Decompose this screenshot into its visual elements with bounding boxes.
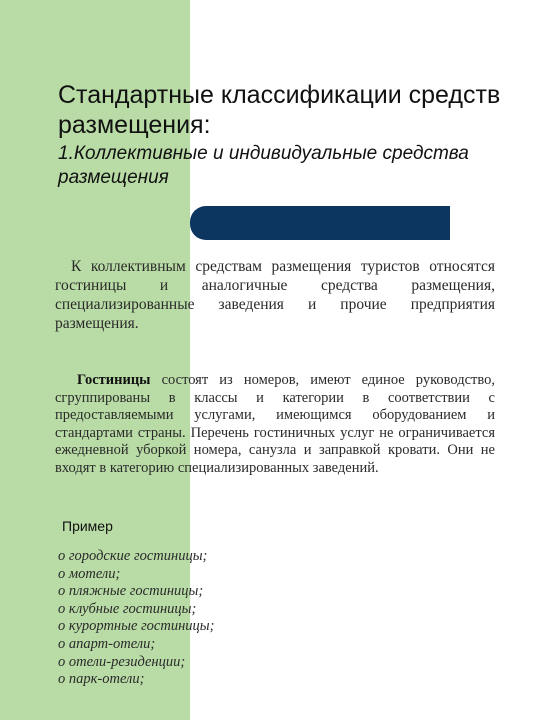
paragraph-hotels bbox=[55, 372, 495, 478]
list-item: о отели-резиденции; bbox=[58, 653, 186, 670]
list-item: о клубные гостиницы; bbox=[58, 600, 197, 617]
list-item: о парк-отели; bbox=[58, 671, 145, 688]
hotels-term: Гостиницы bbox=[77, 372, 151, 388]
example-heading: Пример bbox=[62, 518, 113, 534]
list-item: о мотели; bbox=[58, 565, 121, 582]
decorative-navy-bar bbox=[206, 206, 450, 240]
slide-title: Стандартные классификации средств размещения: bbox=[58, 81, 501, 139]
list-item: о городские гостиницы; bbox=[58, 548, 208, 564]
paragraph-collective-means: К коллективным средствам размещения туристов относятся гостиницы и аналогичные средства размещения, специализированные заведения и прочие предприятия размещения. bbox=[55, 258, 495, 332]
slide-subtitle: 1.Коллективные и индивидуальные средства размещения bbox=[58, 143, 469, 188]
example-list bbox=[58, 548, 214, 689]
list-item: о апарт-отели; bbox=[58, 635, 156, 652]
list-item: о пляжные гостиницы; bbox=[58, 583, 204, 600]
hotels-definition: состоят из номеров, имеют единое руководство, сгруппированы в классы и категории в соответствии с предоставляемыми услугами, имеющимся оборудованием и стандартами страны. Перечень гостиничных услуг не ограничивается ежедневной уборкой номера, санузла и заправкой кровати. Они не входят в категорию специализированных заведений. bbox=[55, 372, 495, 476]
list-item: о курортные гостиницы; bbox=[58, 618, 215, 635]
